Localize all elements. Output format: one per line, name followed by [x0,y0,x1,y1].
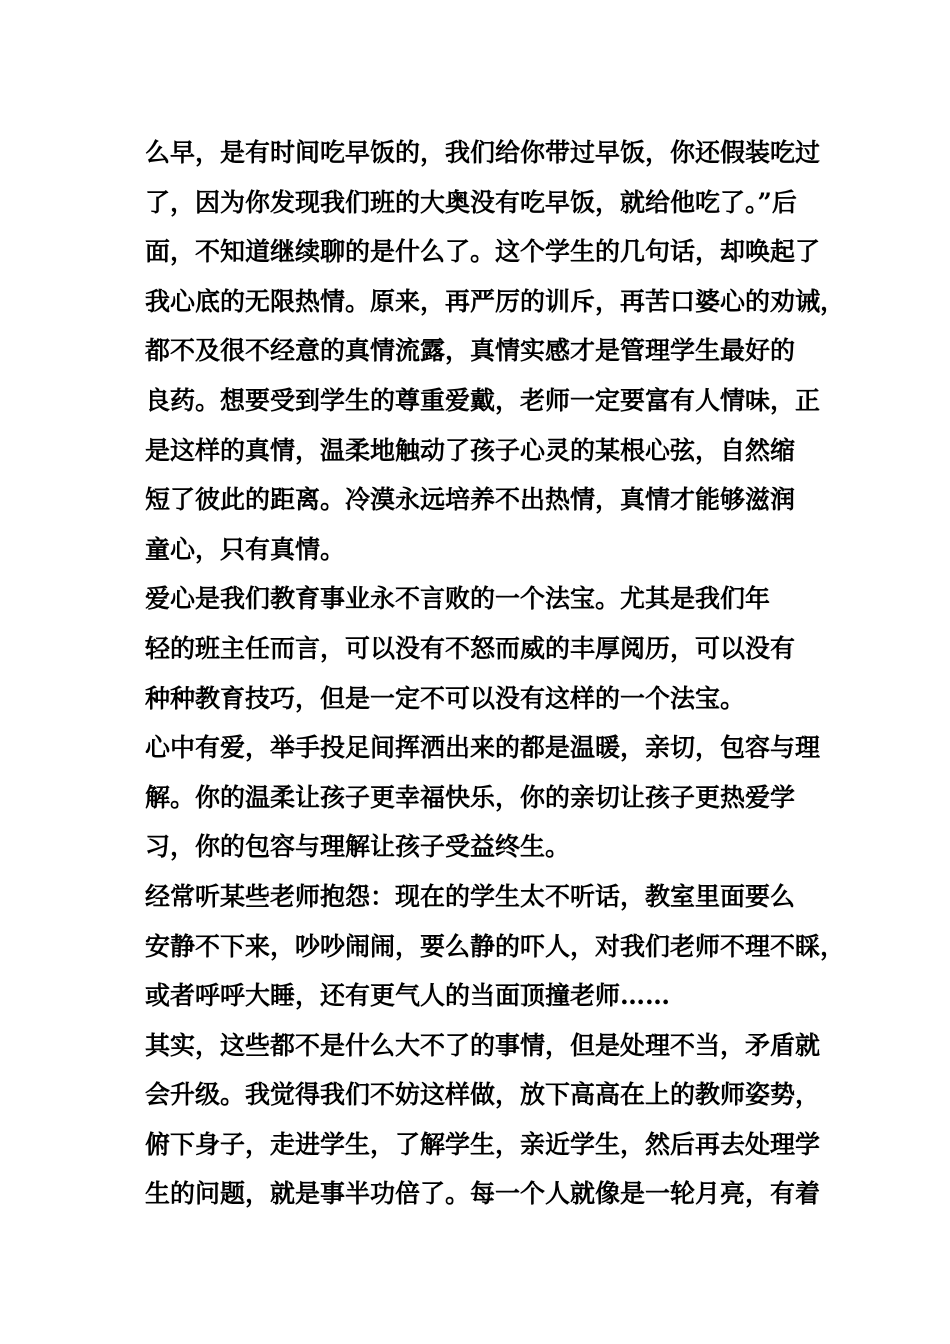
text-line: 习，你的包容与理解让孩子受益终生。 [145,832,571,862]
text-line: 安静不下来，吵吵闹闹，要么静的吓人，对我们老师不理不睬， [145,931,846,961]
text-line: 良药。想要受到学生的尊重爱戴，老师一定要富有人情味，正 [145,385,821,415]
text-line: 了，因为你发现我们班的大奥没有吃早饭，就给他吃了。”后 [145,187,797,217]
text-line: 经常听某些老师抱怨：现在的学生太不听话，教室里面要么 [145,881,796,911]
text-line: 生的问题，就是事半功倍了。每一个人就像是一轮月亮，有着 [145,1179,821,1209]
text-line: 心中有爱，举手投足间挥洒出来的都是温暖，亲切，包容与理 [145,733,821,763]
text-line: 面，不知道继续聊的是什么了。这个学生的几句话，却唤起了 [145,237,821,267]
text-line: 都不及很不经意的真情流露，真情实感才是管理学生最好的 [145,336,796,366]
text-line: 或者呼呼大睡，还有更气人的当面顶撞老师…… [145,981,671,1011]
text-line: 会升级。我觉得我们不妨这样做，放下高高在上的教师姿势， [145,1080,821,1110]
body-text [145,128,846,1219]
text-line: 我心底的无限热情。原来，再严厉的训斥，再苦口婆心的劝诫， [145,286,846,316]
text-line: 种种教育技巧，但是一定不可以没有这样的一个法宝。 [145,683,746,713]
text-line: 是这样的真情，温柔地触动了孩子心灵的某根心弦，自然缩 [145,435,796,465]
text-line: 其实，这些都不是什么大不了的事情，但是处理不当，矛盾就 [145,1030,821,1060]
text-line: 解。你的温柔让孩子更幸福快乐，你的亲切让孩子更热爱学 [145,782,796,812]
text-line: 童心，只有真情。 [145,534,346,564]
text-line: 俯下身子，走进学生，了解学生，亲近学生，然后再去处理学 [145,1129,821,1159]
text-line: 么早，是有时间吃早饭的，我们给你带过早饭，你还假装吃过 [145,138,821,167]
text-line: 轻的班主任而言，可以没有不怒而威的丰厚阅历，可以没有 [145,633,796,663]
text-line: 爱心是我们教育事业永不言败的一个法宝。尤其是我们年 [145,584,771,614]
text-line: 短了彼此的距离。冷漠永远培养不出热情，真情才能够滋润 [145,485,796,515]
